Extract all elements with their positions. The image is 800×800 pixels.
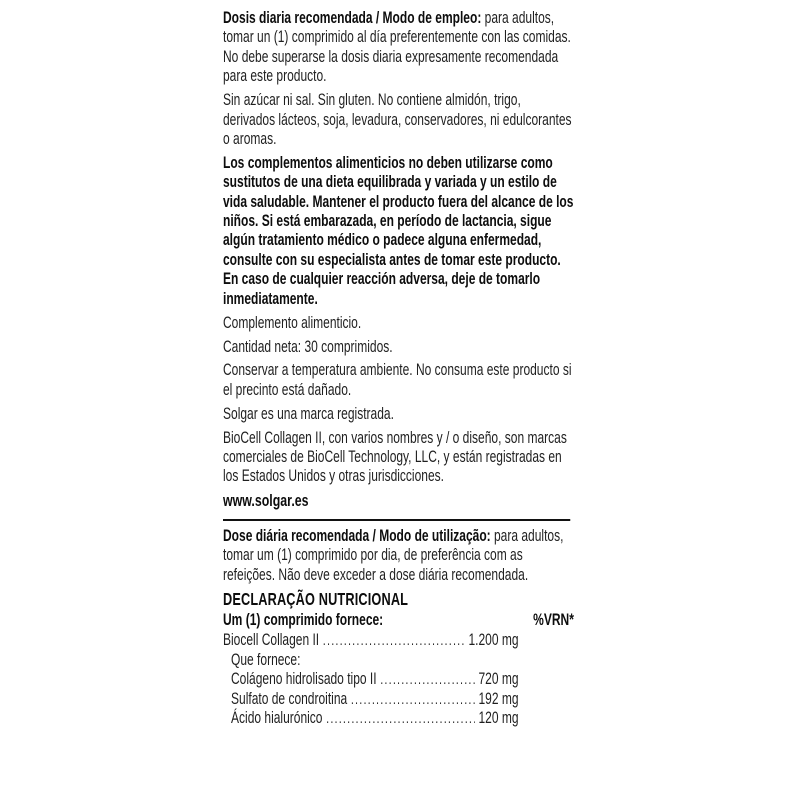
es-allergen-statement: Sin azúcar ni sal. Sin gluten. No contiene almidón, trigo, derivados lácteos, soja, levadura, conservadores, ni edulcorantes o aromas. bbox=[223, 91, 572, 148]
nutrition-row-acido-hialuronico bbox=[223, 709, 574, 728]
nutrient-amount: 192 mg bbox=[478, 689, 519, 708]
pt-dosage-paragraph bbox=[223, 527, 574, 585]
language-section-divider bbox=[223, 519, 570, 521]
nutrition-header-row bbox=[223, 610, 574, 630]
label-text-column bbox=[223, 9, 575, 729]
nutrient-label: Sulfato de condroitina bbox=[231, 689, 348, 708]
dot-leader bbox=[351, 690, 475, 709]
pt-dosage-text: para adultos, tomar um (1) comprimido por dia, de preferência com as refeições. Não deve exceder a dose diária recomendada. bbox=[223, 526, 564, 584]
es-supplement-statement: Complemento alimenticio. bbox=[223, 313, 362, 332]
dot-leader bbox=[326, 709, 475, 728]
nutrition-row-biocell-collagen bbox=[223, 631, 574, 650]
es-dosage-heading: Dosis diaria recomendada / Modo de empleo: bbox=[223, 9, 482, 27]
nutrient-label: Biocell Collagen II bbox=[223, 631, 320, 650]
nutrient-amount: 720 mg bbox=[478, 670, 519, 689]
dot-leader bbox=[380, 670, 475, 689]
es-dosage-paragraph bbox=[223, 9, 574, 87]
serving-size-label: Um (1) comprimido fornece: bbox=[223, 611, 384, 630]
nutrient-label: Colágeno hidrolisado tipo II bbox=[231, 670, 377, 689]
es-dosage-text: para adultos, tomar un (1) comprimido al día preferentemente con las comidas. No debe superarse la dosis diaria expresamente recomendada para este producto. bbox=[223, 9, 571, 86]
vrn-column-label: %VRN* bbox=[533, 611, 574, 630]
es-storage-statement: Conservar a temperatura ambiente. No consuma este producto si el precinto está dañado. bbox=[223, 361, 572, 399]
nutrient-amount: 120 mg bbox=[478, 709, 519, 728]
nutrition-declaration-heading: DECLARAÇÃO NUTRICIONAL bbox=[223, 589, 409, 610]
nutrient-label: Que fornece: bbox=[231, 650, 301, 669]
pt-dosage-heading: Dose diária recomendada / Modo de utilização: bbox=[223, 526, 491, 545]
nutrition-row-que-fornece bbox=[223, 651, 574, 670]
es-net-quantity: Cantidad neta: 30 comprimidos. bbox=[223, 337, 393, 356]
es-trademark-solgar: Solgar es una marca registrada. bbox=[223, 404, 394, 423]
nutrient-amount: 1.200 mg bbox=[468, 631, 519, 650]
solgar-website-url: www.solgar.es bbox=[223, 491, 309, 511]
es-warning-statement: Los complementos alimenticios no deben utilizarse como sustitutos de una dieta equilibrada y variada y un estilo de vida saludable. Mantener el producto fuera del alcance de los niños. Si está embarazada, en período de lactancia, sigue algún tratamiento médico o padece alguna enfermedad, consulte con su especialista antes de tomar este producto. En caso de cualquier reacción adversa, deje de tomarlo inmediatamente. bbox=[223, 153, 574, 308]
nutrition-row-colageno-hidrolisado bbox=[223, 670, 574, 689]
nutrition-row-sulfato-condroitina bbox=[223, 690, 574, 709]
label-condensed-text-block bbox=[223, 9, 574, 729]
nutrient-label: Ácido hialurónico bbox=[231, 709, 323, 728]
dot-leader bbox=[323, 631, 465, 650]
es-trademark-biocell: BioCell Collagen II, con varios nombres y / o diseño, son marcas comerciales de BioCell Technology, LLC, y están registradas en los Estados Unidos y otras jurisdicciones. bbox=[223, 428, 567, 486]
